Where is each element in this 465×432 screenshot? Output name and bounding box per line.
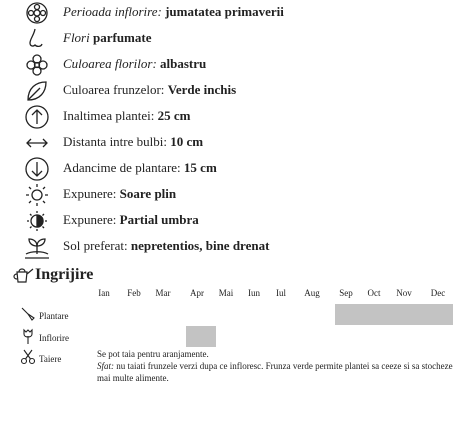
calendar-flower-icon	[24, 0, 50, 26]
attribute-value: nepretentios, bine drenat	[130, 238, 270, 253]
month-bar	[335, 304, 453, 325]
tulip-icon	[20, 328, 36, 344]
attribute-value: Verde inchis	[167, 82, 237, 97]
attribute-label: Perioada inflorire:	[63, 4, 162, 19]
attribute-label: Sol preferat:	[63, 238, 128, 253]
watering-can-icon	[12, 264, 34, 284]
month-label: Nov	[396, 288, 412, 298]
month-label: Mar	[155, 288, 171, 298]
double-arrow-icon	[24, 130, 50, 156]
attribute-label: Flori	[63, 30, 90, 45]
care-row-label: Taiere	[39, 354, 62, 364]
arrow-down-circle-icon	[24, 156, 50, 182]
attribute-value: 25 cm	[157, 108, 191, 123]
seedling-soil-icon	[24, 234, 50, 260]
attribute-value: albastru	[160, 56, 207, 71]
month-bar	[186, 326, 216, 347]
attribute-label: Inaltimea plantei:	[63, 108, 155, 123]
months-header	[0, 288, 465, 302]
pruning-note	[97, 348, 457, 384]
scissors-icon	[20, 349, 36, 365]
attribute-value: 10 cm	[170, 134, 204, 149]
attribute-preferred-soil	[0, 234, 465, 260]
pruning-note-line: Se pot taia pentru aranjamente.	[97, 349, 209, 359]
attribute-flower-color	[0, 52, 465, 78]
attribute-label: Culoarea florilor:	[63, 56, 157, 71]
attribute-label: Expunere:	[63, 212, 117, 227]
month-label: Iul	[276, 288, 286, 298]
hint-label: Sfat:	[97, 361, 114, 371]
month-label: Oct	[367, 288, 381, 298]
attribute-value: 15 cm	[183, 160, 217, 175]
arrow-up-circle-icon	[24, 104, 50, 130]
attribute-fragrance	[0, 26, 465, 52]
month-label: Sep	[339, 288, 353, 298]
attribute-label: Expunere:	[63, 186, 117, 201]
attribute-value: jumatatea primaverii	[165, 4, 284, 19]
flower-icon	[24, 52, 50, 78]
care-row-pruning	[20, 349, 100, 367]
attribute-plant-height	[0, 104, 465, 130]
hint-text: nu taiati frunzele verzi dupa ce infloresc. Frunza verde permite plantei sa ceeze si sa stocheze mai multe alimente.	[97, 361, 453, 383]
care-row-label: Inflorire	[39, 333, 69, 343]
month-label: Feb	[127, 288, 141, 298]
attribute-label: Culoarea frunzelor:	[63, 82, 165, 97]
trowel-icon	[20, 306, 36, 322]
sun-icon	[24, 182, 50, 208]
month-label: Mai	[218, 288, 234, 298]
care-row-planting	[20, 306, 100, 324]
pruning-hint	[97, 360, 457, 384]
leaf-icon	[24, 78, 50, 104]
attribute-leaf-color	[0, 78, 465, 104]
attribute-planting-depth	[0, 156, 465, 182]
attribute-exposure-sun	[0, 182, 465, 208]
attribute-value: Partial umbra	[119, 212, 199, 227]
month-label: Apr	[190, 288, 204, 298]
care-row-label: Plantare	[39, 311, 69, 321]
attribute-bulb-spacing	[0, 130, 465, 156]
attribute-bloom-period	[0, 0, 465, 26]
month-label: Aug	[304, 288, 320, 298]
attribute-value: parfumate	[92, 30, 152, 45]
care-row-blooming	[20, 328, 100, 346]
month-label: Dec	[430, 288, 446, 298]
care-title-text: Ingrijire	[35, 266, 94, 283]
month-label: Ian	[98, 288, 110, 298]
month-label: Iun	[248, 288, 260, 298]
nose-icon	[24, 26, 50, 52]
attribute-label: Adancime de plantare:	[63, 160, 181, 175]
attribute-value: Soare plin	[119, 186, 177, 201]
half-shade-icon	[24, 208, 50, 234]
attribute-exposure-shade	[0, 208, 465, 234]
attribute-label: Distanta intre bulbi:	[63, 134, 167, 149]
